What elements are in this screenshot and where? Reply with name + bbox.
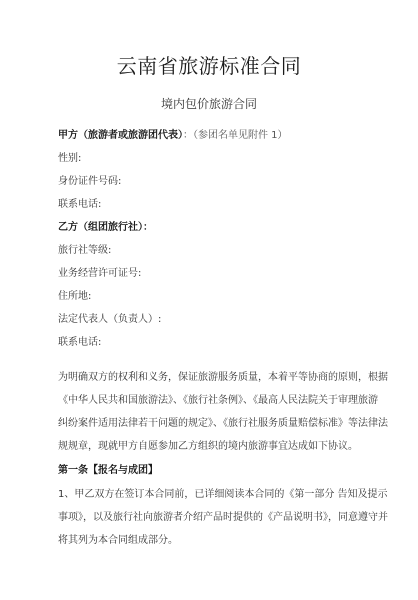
party-b-phone-field: 联系电话: bbox=[58, 337, 102, 348]
article-1-line: 将其列为本合同组成部分。 bbox=[58, 535, 178, 546]
party-b-license-field: 业务经营许可证号: bbox=[58, 268, 142, 279]
party-a-phone-field: 联系电话: bbox=[58, 199, 102, 210]
article-1-heading: 第一条【报名与成团】 bbox=[58, 465, 158, 476]
document-subtitle: 境内包价旅游合同 bbox=[160, 97, 257, 111]
party-a-gender-field: 性别: bbox=[58, 153, 82, 164]
article-1-line: 事项》，以及旅行社向旅游者介绍产品时提供的《产品说明书》，同意遵守并 bbox=[58, 512, 388, 523]
party-a-id-field: 身份证件号码: bbox=[58, 176, 122, 187]
document-title: 云南省旅游标准合同 bbox=[116, 54, 302, 78]
party-a-note: ：（参团名单见附件 1） bbox=[183, 130, 288, 141]
party-b-address-field: 住所地: bbox=[58, 291, 92, 302]
party-b-heading: 乙方（组团旅行社）： bbox=[58, 222, 153, 233]
intro-paragraph-line: 规规章，现就甲方自愿参加乙方组织的境内旅游事宜达成如下协议。 bbox=[58, 441, 358, 452]
party-b-grade-field: 旅行社等级: bbox=[58, 245, 112, 256]
party-b-representative-field: 法定代表人（负责人）: bbox=[58, 314, 162, 325]
party-a-heading bbox=[58, 130, 288, 142]
party-a-label: 甲方（旅游者或旅游团代表） bbox=[58, 130, 183, 141]
intro-paragraph-line: 纠纷案件适用法律若干问题的规定》、《旅行社服务质量赔偿标准》等法律法 bbox=[58, 418, 388, 429]
article-1-line: 1、甲乙双方在签订本合同前，已详细阅读本合同的《第一部分 告知及提示 bbox=[58, 489, 388, 500]
intro-paragraph-line: 《中华人民共和国旅游法》、《旅行社条例》、《最高人民法院关于审理旅游 bbox=[58, 395, 378, 406]
intro-paragraph-line: 为明确双方的权利和义务，保证旅游服务质量，本着平等协商的原则，根据 bbox=[58, 372, 388, 383]
